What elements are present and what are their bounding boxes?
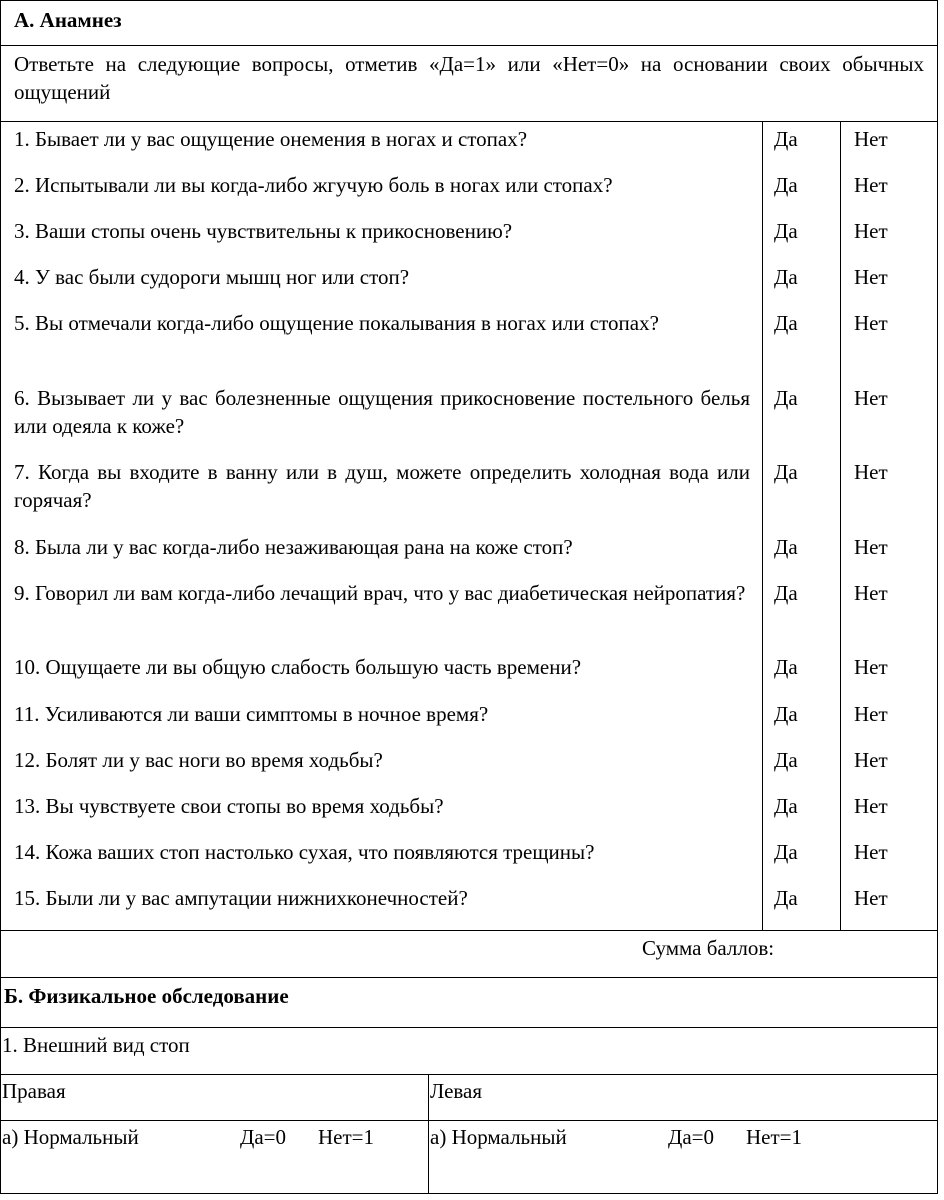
divider-after-instruction — [0, 121, 938, 122]
divider-after-sum — [0, 977, 938, 978]
right-normal-yes[interactable]: Да=0 — [240, 1125, 286, 1149]
divider-after-section-b-title — [0, 1027, 938, 1028]
sum-label: Сумма баллов: — [642, 936, 775, 960]
table-border-top — [0, 0, 938, 1]
answer-no-7[interactable]: Нет — [854, 460, 888, 484]
question-2: 2. Испытывали ли вы когда-либо жгучую боль в ногах или стопах? — [14, 173, 613, 197]
answer-yes-9[interactable]: Да — [774, 581, 798, 605]
answer-yes-4[interactable]: Да — [774, 265, 798, 289]
answer-no-2[interactable]: Нет — [854, 173, 888, 197]
answer-no-8[interactable]: Нет — [854, 535, 888, 559]
divider-after-item1 — [0, 1074, 938, 1075]
left-foot-label: Левая — [430, 1079, 483, 1103]
question-13: 13. Вы чувствуете свои стопы во время ходьбы? — [14, 794, 444, 818]
section-b-title: Б. Физикальное обследование — [4, 984, 289, 1008]
divider-after-side-labels — [0, 1120, 938, 1121]
section-a-title: А. Анамнез — [14, 8, 122, 32]
question-15: 15. Были ли у вас ампутации нижнихконечностей? — [14, 886, 468, 910]
question-9: 9. Говорил ли вам когда-либо лечащий врач, что у вас диабетическая нейропатия? — [14, 581, 746, 605]
right-normal-label: а) Нормальный — [2, 1125, 139, 1149]
answer-no-3[interactable]: Нет — [854, 219, 888, 243]
answer-no-5[interactable]: Нет — [854, 311, 888, 335]
answer-yes-2[interactable]: Да — [774, 173, 798, 197]
answer-yes-1[interactable]: Да — [774, 127, 798, 151]
answer-yes-13[interactable]: Да — [774, 794, 798, 818]
answer-yes-15[interactable]: Да — [774, 886, 798, 910]
question-10: 10. Ощущаете ли вы общую слабость большую часть времени? — [14, 655, 582, 679]
answer-no-13[interactable]: Нет — [854, 794, 888, 818]
question-7: 7. Когда вы входите в ванну или в душ, можете определить холодная вода или горячая? — [14, 460, 750, 512]
right-normal-no[interactable]: Нет=1 — [318, 1125, 375, 1149]
question-12: 12. Болят ли у вас ноги во время ходьбы? — [14, 748, 383, 772]
question-answer-divider — [762, 121, 763, 931]
left-normal-label: а) Нормальный — [430, 1125, 567, 1149]
left-normal-yes[interactable]: Да=0 — [668, 1125, 714, 1149]
answer-yes-6[interactable]: Да — [774, 386, 798, 410]
question-14: 14. Кожа ваших стоп настолько сухая, что появляются трещины? — [14, 840, 595, 864]
question-11: 11. Усиливаются ли ваши симптомы в ночное время? — [14, 702, 489, 726]
right-left-divider — [428, 1074, 429, 1194]
question-8: 8. Была ли у вас когда-либо незаживающая рана на коже стоп? — [14, 535, 573, 559]
answer-no-9[interactable]: Нет — [854, 581, 888, 605]
question-5: 5. Вы отмечали когда-либо ощущение покалывания в ногах или стопах? — [14, 311, 659, 335]
answer-yes-12[interactable]: Да — [774, 748, 798, 772]
question-3: 3. Ваши стопы очень чувствительны к прикосновению? — [14, 219, 513, 243]
table-border-left — [0, 0, 1, 1194]
answer-no-12[interactable]: Нет — [854, 748, 888, 772]
answer-yes-7[interactable]: Да — [774, 460, 798, 484]
answer-no-6[interactable]: Нет — [854, 386, 888, 410]
answer-no-11[interactable]: Нет — [854, 702, 888, 726]
left-normal-no[interactable]: Нет=1 — [746, 1125, 803, 1149]
instruction-text: Ответьте на следующие вопросы, отметив «Да=1» или «Нет=0» на основании своих обычных ощущений — [14, 52, 924, 104]
answer-yes-14[interactable]: Да — [774, 840, 798, 864]
answer-no-15[interactable]: Нет — [854, 886, 888, 910]
answer-yes-5[interactable]: Да — [774, 311, 798, 335]
question-1: 1. Бывает ли у вас ощущение онемения в ногах и стопах? — [14, 127, 528, 151]
answer-no-14[interactable]: Нет — [854, 840, 888, 864]
answer-yes-10[interactable]: Да — [774, 655, 798, 679]
question-4: 4. У вас были судороги мышц ног или стоп? — [14, 265, 410, 289]
answer-yes-3[interactable]: Да — [774, 219, 798, 243]
question-6: 6. Вызывает ли у вас болезненные ощущения прикосновение постельного белья или одеяла к коже? — [14, 386, 750, 438]
divider-after-questions — [0, 930, 938, 931]
answer-no-10[interactable]: Нет — [854, 655, 888, 679]
divider-after-title — [0, 45, 938, 46]
answer-no-4[interactable]: Нет — [854, 265, 888, 289]
table-border-bottom — [0, 1193, 938, 1194]
answer-yes-8[interactable]: Да — [774, 535, 798, 559]
answer-no-1[interactable]: Нет — [854, 127, 888, 151]
table-border-right — [937, 0, 938, 1194]
yes-no-divider — [840, 121, 841, 931]
item-1-foot-appearance: 1. Внешний вид стоп — [2, 1033, 190, 1057]
right-foot-label: Правая — [2, 1079, 66, 1103]
answer-yes-11[interactable]: Да — [774, 702, 798, 726]
